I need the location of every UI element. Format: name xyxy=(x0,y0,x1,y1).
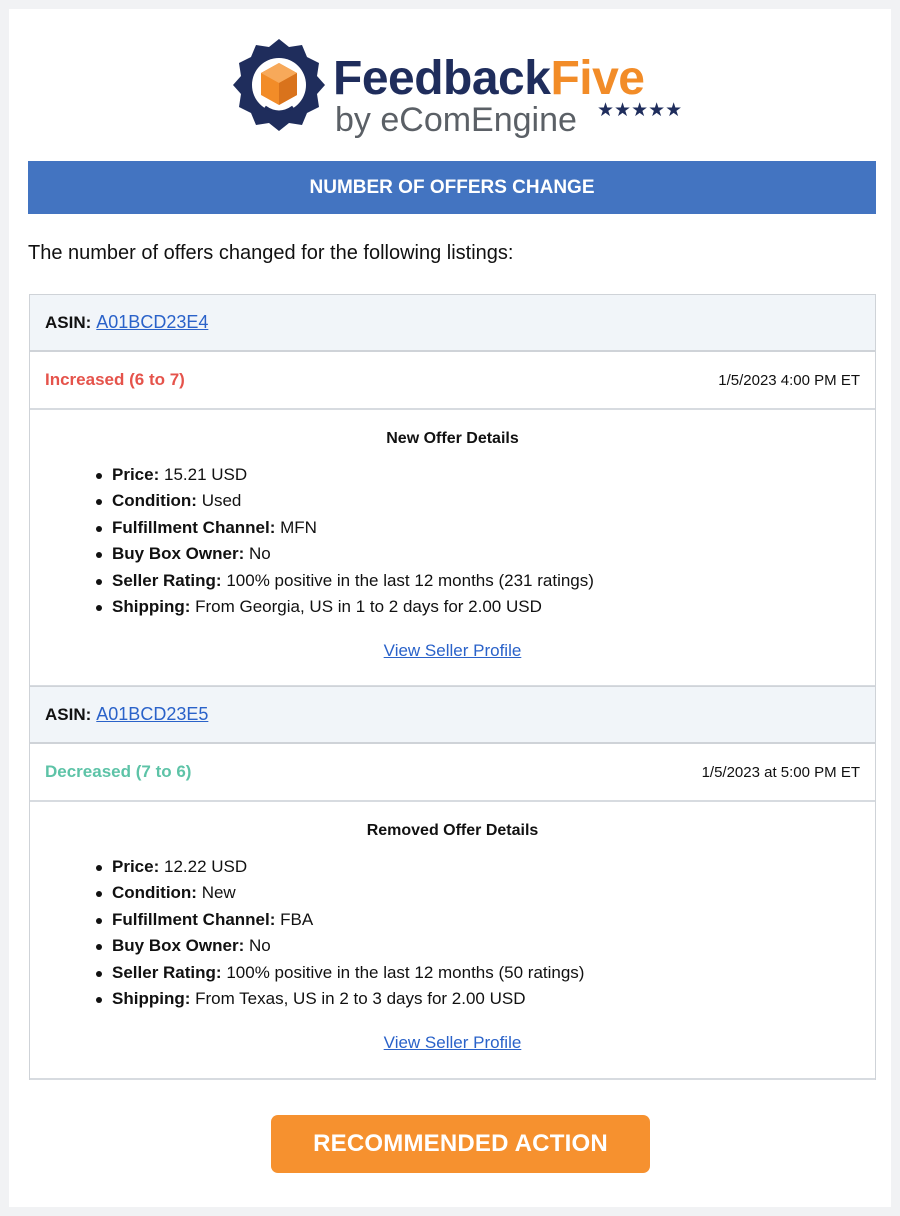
view-seller-profile-link[interactable]: View Seller Profile xyxy=(383,1033,522,1053)
brand-stars: ★★★★★ xyxy=(597,100,683,121)
change-status: Decreased (7 to 6) xyxy=(45,762,192,781)
change-row xyxy=(30,352,875,410)
change-status: Increased (6 to 7) xyxy=(45,370,185,389)
brand-name: FeedbackFive xyxy=(333,52,645,105)
offer-details-title: New Offer Details xyxy=(386,430,519,447)
detail-seller-rating: Seller Rating: 100% positive in the last 12 months (231 ratings) xyxy=(96,568,875,594)
detail-buy-box-owner: Buy Box Owner: No xyxy=(96,933,875,959)
offer-details xyxy=(30,410,875,687)
listing-card xyxy=(29,294,876,687)
change-timestamp: 1/5/2023 at 5:00 PM ET xyxy=(701,763,860,781)
detail-price: Price: 12.22 USD xyxy=(96,854,875,880)
brand-byline: by eComEngine xyxy=(335,101,577,139)
detail-shipping: Shipping: From Georgia, US in 1 to 2 days for 2.00 USD xyxy=(96,594,875,620)
asin-row xyxy=(30,295,875,352)
detail-buy-box-owner: Buy Box Owner: No xyxy=(96,541,875,567)
detail-shipping: Shipping: From Texas, US in 2 to 3 days for 2.00 USD xyxy=(96,986,875,1012)
view-seller-profile-link[interactable]: View Seller Profile xyxy=(383,641,522,661)
detail-seller-rating: Seller Rating: 100% positive in the last 12 months (50 ratings) xyxy=(96,960,875,986)
feedbackfive-logo xyxy=(231,29,691,141)
page-title-banner: NUMBER OF OFFERS CHANGE xyxy=(28,161,876,214)
gear-box-logo-icon xyxy=(231,37,327,133)
asin-link[interactable]: A01BCD23E4 xyxy=(96,312,209,332)
offer-details-list xyxy=(30,854,875,1012)
detail-condition: Condition: New xyxy=(96,880,875,906)
asin-label: ASIN: xyxy=(45,312,92,332)
asin-label: ASIN: xyxy=(45,704,92,724)
detail-price: Price: 15.21 USD xyxy=(96,462,875,488)
detail-condition: Condition: Used xyxy=(96,488,875,514)
listing-card xyxy=(29,686,876,1080)
offer-details-list xyxy=(30,462,875,620)
asin-link[interactable]: A01BCD23E5 xyxy=(96,704,209,724)
change-row xyxy=(30,744,875,802)
asin-row xyxy=(30,687,875,744)
email-card xyxy=(9,9,891,1207)
detail-fulfillment-channel: Fulfillment Channel: MFN xyxy=(96,515,875,541)
detail-fulfillment-channel: Fulfillment Channel: FBA xyxy=(96,907,875,933)
offer-details-title: Removed Offer Details xyxy=(366,822,539,839)
intro-text: The number of offers changed for the following listings: xyxy=(28,242,514,264)
recommended-action-button[interactable]: RECOMMENDED ACTION xyxy=(271,1115,650,1173)
offer-details xyxy=(30,802,875,1080)
change-timestamp: 1/5/2023 4:00 PM ET xyxy=(718,371,860,389)
